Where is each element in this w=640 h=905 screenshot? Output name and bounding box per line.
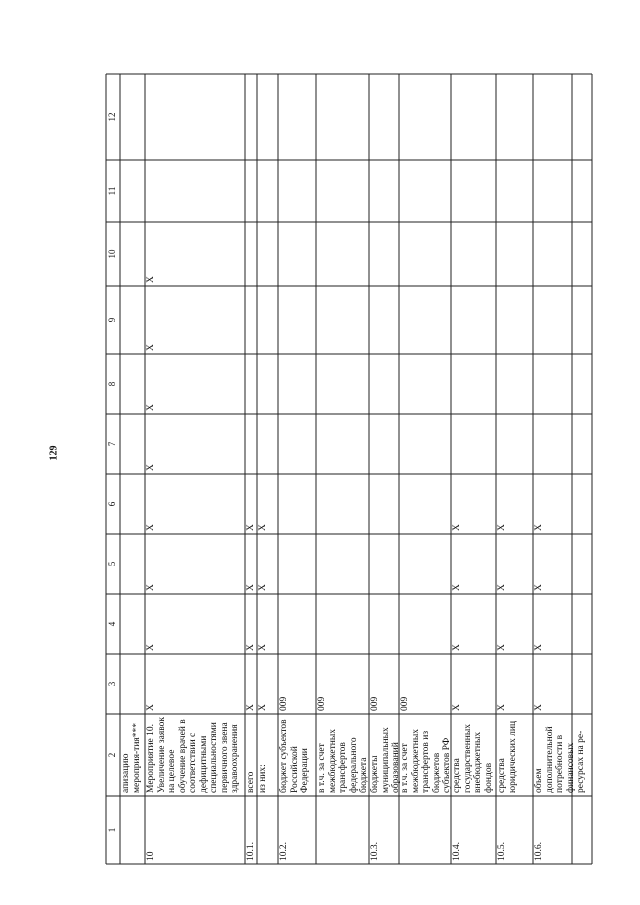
row-code: X [258,704,268,711]
row-number: 10.2. [279,842,289,861]
column-header: 10 [107,249,117,259]
column-header: 12 [107,112,117,122]
row-mark: X [534,584,544,591]
row-mark: X [452,524,462,531]
row-number: 10.5. [497,842,507,861]
row-mark: X [146,644,156,651]
row-code: 009 [279,696,289,711]
row-name: в т.ч. за счет межбюджетных трансфертов из бюджетов субъектов РФ [400,729,452,793]
row-code: X [246,704,256,711]
column-header: 6 [107,501,117,507]
row-mark: X [146,404,156,411]
row-number: 10.1. [246,842,256,861]
column-header: 2 [107,752,117,758]
row-mark: X [497,524,507,531]
page-number: 129 [48,445,60,461]
row-code: X [534,704,544,711]
row-code: 009 [370,696,380,711]
row-mark: X [146,344,156,351]
column-header: 7 [107,441,117,447]
row-mark: X [246,584,256,591]
column-header: 3 [107,681,117,687]
row-code: 009 [400,696,410,711]
rotated-budget-table [106,74,592,864]
row-mark: X [146,524,156,531]
row-number: 10.4. [452,842,462,861]
column-header: 9 [107,317,117,323]
row-mark: X [452,584,462,591]
row-mark: X [146,584,156,591]
row-mark: X [534,524,544,531]
row-mark: X [258,524,268,531]
row-mark: X [246,644,256,651]
row-name: в т.ч. за счет межбюджетных трансфертов федерального бюджета [317,729,369,793]
row-code: 009 [317,696,327,711]
row-name: бюджеты муниципальных образований [370,727,401,793]
row-mark: X [258,584,268,591]
row-mark: X [146,276,156,283]
row-name: всего [246,771,256,793]
row-name: апизацию мероприя-тия*** [121,722,142,793]
row-name: средства юридических лиц [497,720,518,793]
row-mark: X [497,584,507,591]
row-name: бюджет субъектов Российской Федерации [279,719,310,793]
column-header: 5 [107,561,117,567]
row-mark: X [497,644,507,651]
row-name: средства государственных внебюджетных фондов [452,723,494,793]
row-mark: X [258,644,268,651]
row-code: X [497,704,507,711]
row-number: 10.3. [370,842,380,861]
row-number: 10.6. [534,842,544,861]
column-header: 8 [107,381,117,387]
row-code: X [452,704,462,711]
row-name: объем дополнительной потребности в финансовых ресурсах на ре- [534,726,586,793]
row-number: 10 [146,851,156,861]
row-code: X [146,704,156,711]
column-header: 11 [107,186,117,196]
row-name: Мероприятие 10. Увеличение заявок на целевое обучение врачей в соответствии с дефицитными специальностями первичного звена здравоохранения [146,716,240,793]
row-mark: X [146,464,156,471]
column-header: 4 [107,621,117,627]
row-mark: X [246,524,256,531]
column-header: 1 [107,827,117,833]
row-mark: X [534,644,544,651]
row-name: из них: [258,764,268,793]
row-mark: X [452,644,462,651]
